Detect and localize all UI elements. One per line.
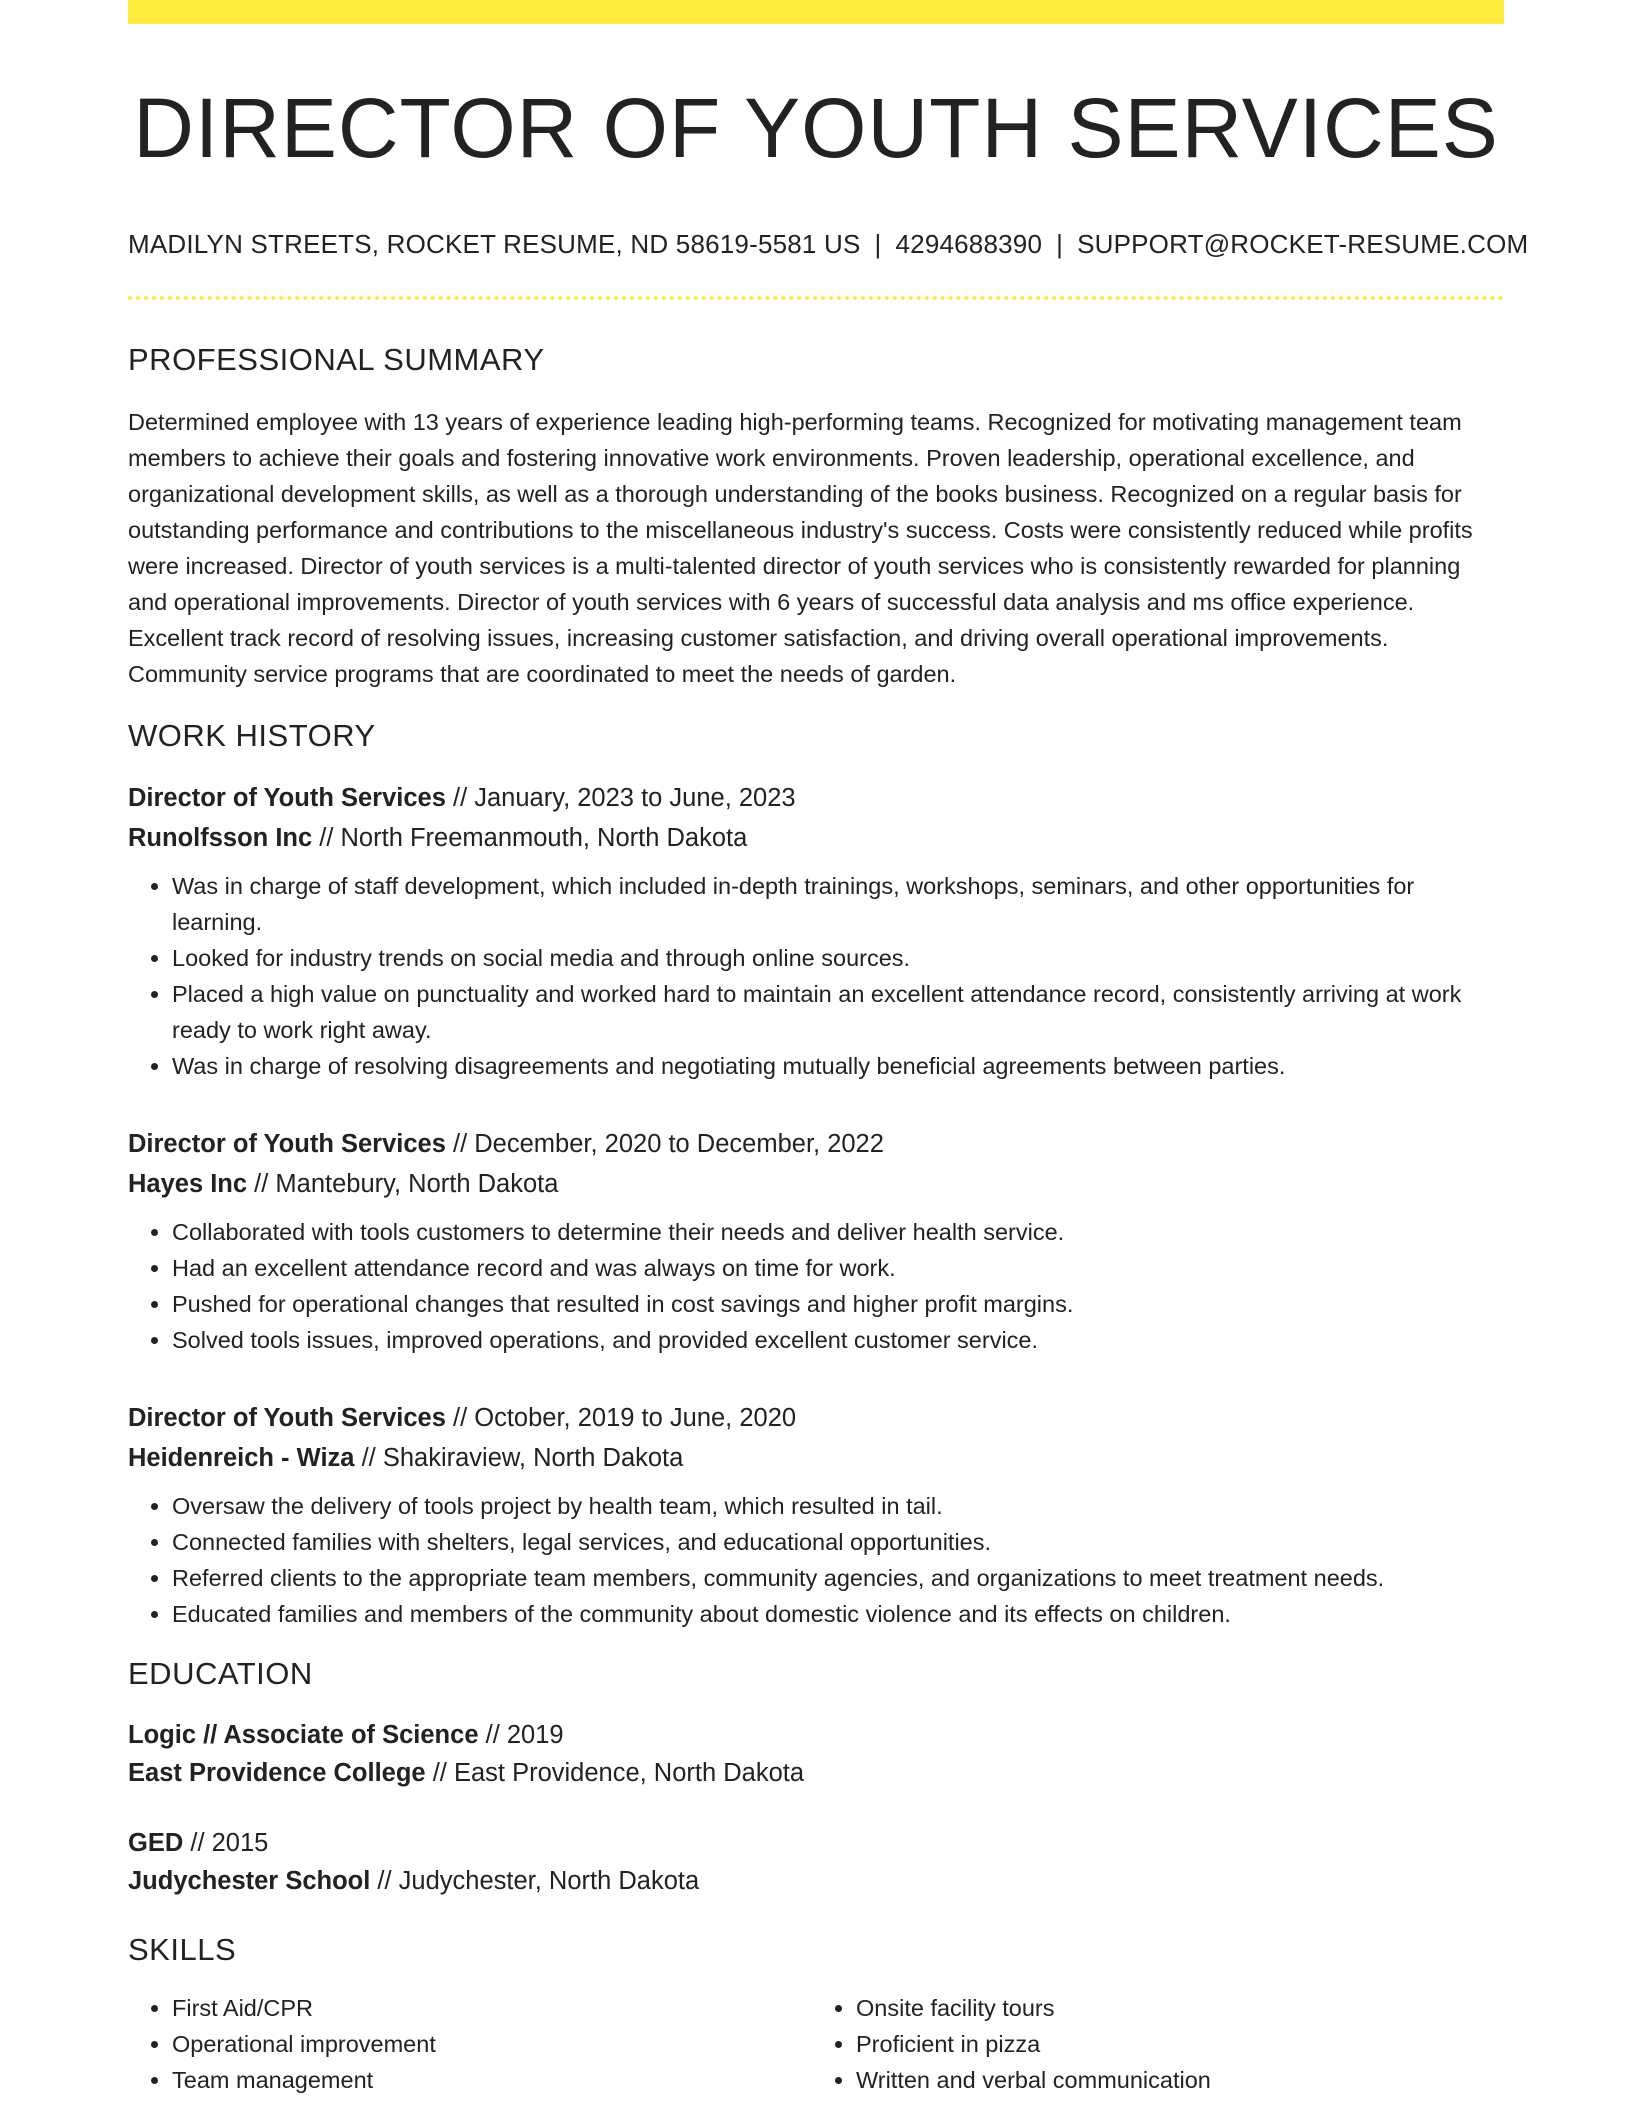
- education-section-title: EDUCATION: [128, 1655, 313, 1691]
- job-location: // Shakiraview, North Dakota: [361, 1443, 684, 1472]
- job-bullet: • Oversaw the delivery of tools project by health team, which resulted in tail.: [172, 1488, 1504, 1524]
- education-degree-line: [128, 1824, 1504, 1862]
- skills-right-column: [806, 1990, 1490, 2098]
- contact-email: SUPPORT@ROCKET-RESUME.COM: [1077, 228, 1529, 259]
- job-bullet: • Was in charge of staff development, which included in-depth trainings, workshops, seminars, and other opportunities for learning.: [172, 868, 1504, 940]
- contact-phone: 4294688390: [895, 228, 1043, 259]
- education-degree-line: [128, 1716, 1504, 1754]
- job-company: Runolfsson Inc: [128, 823, 313, 852]
- job-bullet: • Looked for industry trends on social media and through online sources.: [172, 940, 1504, 976]
- contact-separator: |: [874, 228, 882, 259]
- education-school: East Providence College: [128, 1758, 426, 1787]
- job-entry: [128, 778, 1504, 1084]
- job-dates: // January, 2023 to June, 2023: [453, 783, 796, 812]
- job-bullets: [128, 868, 1504, 1084]
- job-company-line: [128, 1438, 1504, 1478]
- job-bullets: [128, 1488, 1504, 1632]
- education-year: // 2015: [190, 1828, 269, 1857]
- education-location: // Judychester, North Dakota: [377, 1866, 700, 1895]
- education-entry: [128, 1824, 1504, 1900]
- education-location: // East Providence, North Dakota: [432, 1758, 805, 1787]
- education-school-line: [128, 1754, 1504, 1792]
- job-bullet: • Referred clients to the appropriate team members, community agencies, and organizations to meet treatment needs.: [172, 1560, 1504, 1596]
- skill-item: • Onsite facility tours: [856, 1990, 1490, 2026]
- education-degree: GED: [128, 1828, 184, 1857]
- job-company-line: [128, 818, 1504, 858]
- job-company: Heidenreich - Wiza: [128, 1443, 355, 1472]
- contact-line: [128, 228, 1529, 260]
- job-role-line: [128, 778, 1504, 818]
- skill-item: • Team management: [172, 2062, 806, 2098]
- job-dates: // December, 2020 to December, 2022: [453, 1129, 884, 1158]
- skills-left-column: [128, 1990, 806, 2098]
- job-role: Director of Youth Services: [128, 783, 446, 812]
- job-bullet: • Had an excellent attendance record and was always on time for work.: [172, 1250, 1504, 1286]
- job-bullet: • Placed a high value on punctuality and worked hard to maintain an excellent attendance record, consistently arriving at work ready to work right away.: [172, 976, 1504, 1048]
- job-bullet: • Educated families and members of the community about domestic violence and its effects on children.: [172, 1596, 1504, 1632]
- summary-text: Determined employee with 13 years of experience leading high-performing teams. Recognized for motivating management team members to achieve their goals and fostering innovative work environments. Proven leadership, operational excellence, and organizational development skills, as well as a thorough understanding of the books business. Recognized on a regular basis for outstanding performance and contributions to the miscellaneous industry's success. Costs were consistently reduced while profits were increased. Director of youth services is a multi-talented director of youth services who is consistently rewarded for planning and operational improvements. Director of youth services with 6 years of successful data analysis and ms office experience. Excellent track record of resolving issues, increasing customer satisfaction, and driving overall operational improvements. Community service programs that are coordinated to meet the needs of garden.: [128, 408, 1473, 687]
- education-school-line: [128, 1862, 1504, 1900]
- education-entry: [128, 1716, 1504, 1792]
- contact-address: MADILYN STREETS, ROCKET RESUME, ND 58619-5581 US: [128, 228, 861, 259]
- skill-item: • First Aid/CPR: [172, 1990, 806, 2026]
- job-entry: [128, 1124, 1504, 1358]
- resume-page: [128, 0, 1529, 2098]
- skills-section-title: SKILLS: [128, 1931, 237, 1967]
- skill-item: • Written and verbal communication: [856, 2062, 1490, 2098]
- education-degree: Logic // Associate of Science: [128, 1720, 479, 1749]
- job-bullet: • Connected families with shelters, legal services, and educational opportunities.: [172, 1524, 1504, 1560]
- job-company-line: [128, 1164, 1504, 1204]
- work-section-title: WORK HISTORY: [128, 717, 376, 753]
- skill-item: • Proficient in pizza: [856, 2026, 1490, 2062]
- dotted-divider: [128, 296, 1504, 300]
- skill-item: • Operational improvement: [172, 2026, 806, 2062]
- skills-columns: [128, 1990, 1504, 2098]
- resume-name-heading: DIRECTOR OF YOUTH SERVICES: [133, 81, 1499, 175]
- job-bullets: [128, 1214, 1504, 1358]
- job-dates: // October, 2019 to June, 2020: [453, 1403, 797, 1432]
- job-entry: [128, 1398, 1504, 1632]
- education-year: // 2019: [485, 1720, 564, 1749]
- job-bullet: • Was in charge of resolving disagreements and negotiating mutually beneficial agreements between parties.: [172, 1048, 1504, 1084]
- job-company: Hayes Inc: [128, 1169, 248, 1198]
- contact-separator: |: [1056, 228, 1064, 259]
- accent-top-bar: [128, 0, 1504, 24]
- education-school: Judychester School: [128, 1866, 371, 1895]
- job-bullet: • Collaborated with tools customers to determine their needs and deliver health service.: [172, 1214, 1504, 1250]
- summary-section-title: PROFESSIONAL SUMMARY: [128, 341, 545, 377]
- job-location: // North Freemanmouth, North Dakota: [319, 823, 748, 852]
- job-bullet: • Solved tools issues, improved operations, and provided excellent customer service.: [172, 1322, 1504, 1358]
- job-bullet: • Pushed for operational changes that resulted in cost savings and higher profit margins.: [172, 1286, 1504, 1322]
- job-role-line: [128, 1124, 1504, 1164]
- job-location: // Mantebury, North Dakota: [254, 1169, 559, 1198]
- job-role-line: [128, 1398, 1504, 1438]
- job-role: Director of Youth Services: [128, 1403, 446, 1432]
- job-role: Director of Youth Services: [128, 1129, 446, 1158]
